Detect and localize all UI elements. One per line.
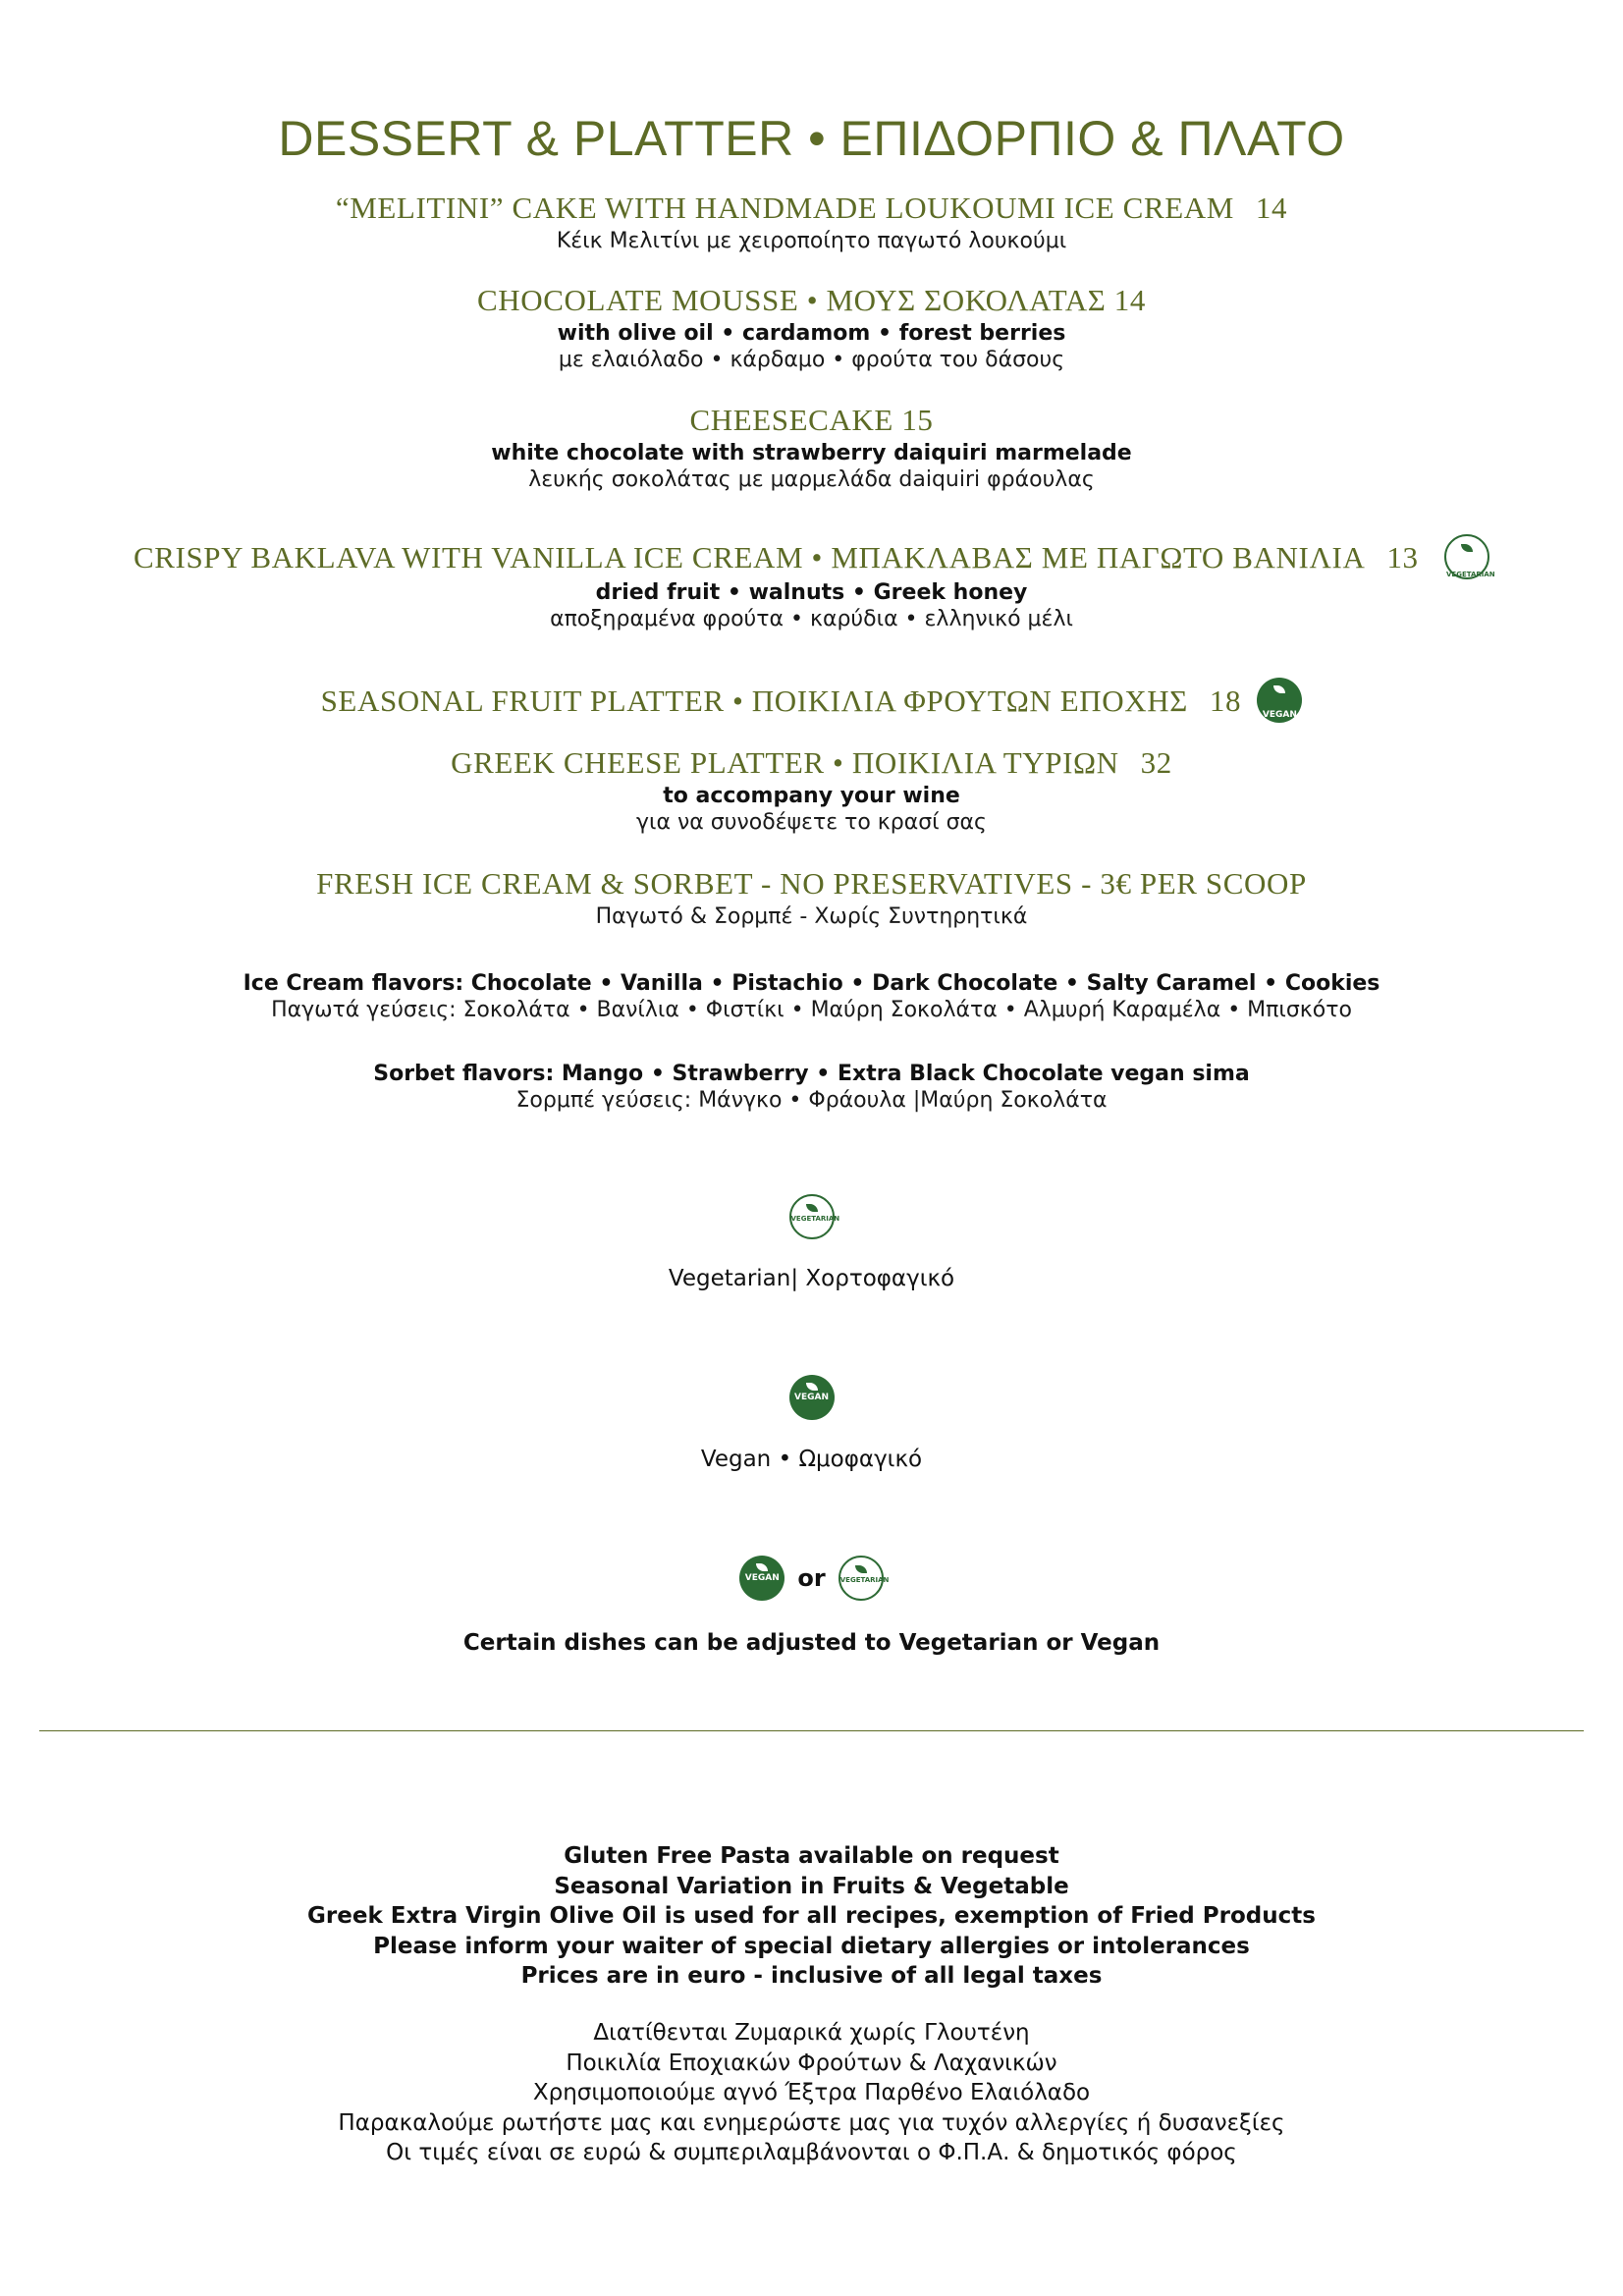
legend-vegetarian (0, 1194, 1623, 1239)
item-name-row (0, 281, 1623, 320)
item-description-gr: λευκής σοκολάτας με μαρμελάδα daiquiri φράουλας (528, 467, 1095, 492)
badge-label: VEGAN (794, 1393, 829, 1402)
menu-item-crispy-baklava (0, 538, 1623, 632)
item-name-row (0, 538, 1623, 579)
item-name-row (0, 401, 1623, 440)
badge-label: VEGAN (744, 1573, 780, 1583)
item-name-row (0, 743, 1623, 783)
menu-item-seasonal-fruit-platter (0, 682, 1623, 723)
note-line: Οι τιμές είναι σε ευρώ & συμπεριλαμβάνονται ο Φ.Π.Α. & δημοτικός φόρος (386, 2140, 1237, 2165)
menu-item-greek-cheese-platter (0, 743, 1623, 836)
notes-gr (0, 2018, 1623, 2168)
legend-vegetarian-label: Vegetarian| Χορτοφαγικό (668, 1266, 955, 1291)
item-price: 15 (901, 403, 934, 437)
menu-item-melitini-cake (0, 189, 1623, 254)
vegan-badge-icon (1257, 678, 1302, 723)
leaf-icon (806, 1204, 818, 1212)
item-description-gr: για να συνοδέψετε το κρασί σας (636, 810, 987, 835)
badge-label: VEGETARIAN (839, 1576, 890, 1584)
item-description-en: with olive oil • cardamom • forest berries (557, 321, 1066, 346)
leaf-icon (806, 1383, 818, 1391)
item-price: 14 (1113, 283, 1146, 317)
item-name-row (0, 864, 1623, 903)
page-title: DESSERT & PLATTER • ΕΠΙΔΟΡΠΙΟ & ΠΛΑΤΟ (278, 111, 1345, 166)
item-name: SEASONAL FRUIT PLATTER • ΠΟΙΚΙΛΙΑ ΦΡΟΥΤΩΝ ΕΠΟΧΗΣ (320, 683, 1188, 718)
note-line: Παρακαλούμε ρωτήστε μας και ενημερώστε μας για τυχόν αλλεργίες ή δυσανεξίες (338, 2109, 1285, 2136)
item-name: FRESH ICE CREAM & SORBET - NO PRESERVATIVES - 3€ PER SCOOP (316, 866, 1307, 901)
ice-cream-flavors (0, 970, 1623, 1023)
item-name-row (0, 682, 1623, 723)
item-name: GREEK CHEESE PLATTER • ΠΟΙΚΙΛΙΑ ΤΥΡΙΩΝ (451, 745, 1119, 780)
item-price: 13 (1386, 540, 1419, 574)
menu-item-ice-cream-sorbet (0, 864, 1623, 930)
vegan-badge-icon (739, 1556, 784, 1601)
badge-label: VEGETARIAN (790, 1215, 840, 1223)
item-price: 18 (1209, 683, 1242, 718)
legend-vegan (0, 1375, 1623, 1420)
flavors-gr: Παγωτά γεύσεις: Σοκολάτα • Βανίλια • Φιστίκι • Μαύρη Σοκολάτα • Αλμυρή Καραμέλα • Μπισκότο (271, 998, 1352, 1022)
vegetarian-badge-icon (789, 1194, 840, 1239)
item-description-gr: αποξηραμένα φρούτα • καρύδια • ελληνικό μέλι (550, 606, 1073, 631)
or-label: or (797, 1564, 826, 1592)
item-name-row (0, 189, 1623, 228)
note-line: Gluten Free Pasta available on request (564, 1843, 1059, 1869)
leaf-icon (855, 1565, 867, 1573)
item-price: 32 (1140, 745, 1172, 780)
vegetarian-badge-icon (1444, 534, 1495, 579)
note-line: Prices are in euro - inclusive of all legal taxes (520, 1963, 1103, 1989)
flavors-en: Ice Cream flavors: Chocolate • Vanilla • Pistachio • Dark Chocolate • Salty Caramel • Cookies (243, 971, 1380, 996)
adjust-note: Certain dishes can be adjusted to Vegetarian or Vegan (462, 1630, 1161, 1656)
section-divider (39, 1730, 1584, 1731)
item-description-gr: Κέικ Μελιτίνι με χειροποίητο παγωτό λουκούμι (556, 229, 1067, 253)
badge-label: VEGETARIAN (1446, 570, 1495, 578)
note-line: Διατίθενται Ζυμαρικά χωρίς Γλουτένη (593, 2020, 1030, 2046)
vegetarian-badge-icon (839, 1556, 890, 1601)
menu-item-cheesecake (0, 401, 1623, 493)
flavors-gr: Σορμπέ γεύσεις: Μάνγκο • Φράουλα |Μαύρη Σοκολάτα (515, 1088, 1108, 1113)
leaf-icon (756, 1563, 768, 1571)
menu-item-chocolate-mousse (0, 281, 1623, 373)
item-description-gr: Παγωτό & Σορμπέ - Χωρίς Συντηρητικά (595, 904, 1028, 929)
leaf-icon (1461, 544, 1473, 552)
legend-vegan-label: Vegan • Ωμοφαγικό (700, 1447, 923, 1472)
item-name: “MELITINI” CAKE WITH HANDMADE LOUKOUMI ICE CREAM (335, 191, 1234, 225)
item-description-en: white chocolate with strawberry daiquiri marmelade (491, 441, 1132, 465)
badge-label: VEGAN (1262, 709, 1297, 720)
note-line: Χρησιμοποιούμε αγνό Έξτρα Παρθένο Ελαιόλαδο (532, 2080, 1091, 2105)
item-description-gr: με ελαιόλαδο • κάρδαμο • φρούτα του δάσους (558, 348, 1065, 372)
legend-adjustable (0, 1556, 1623, 1601)
leaf-icon (1273, 685, 1285, 693)
item-description-en: to accompany your wine (663, 784, 960, 808)
note-line: Please inform your waiter of special dietary allergies or intolerances (373, 1933, 1250, 1959)
item-name: CHOCOLATE MOUSSE • ΜΟΥΣ ΣΟΚΟΛΑΤΑΣ (476, 283, 1107, 317)
item-price: 14 (1255, 191, 1288, 225)
note-line: Greek Extra Virgin Olive Oil is used for all recipes, exemption of Fried Products (307, 1903, 1316, 1929)
note-line: Ποικιλία Εποχιακών Φρούτων & Λαχανικών (566, 2050, 1057, 2076)
item-name: CRISPY BAKLAVA WITH VANILLA ICE CREAM • ΜΠΑΚΛΑΒΑΣ ΜΕ ΠΑΓΩΤΟ ΒΑΝΙΛΙΑ (133, 540, 1366, 574)
sorbet-flavors (0, 1061, 1623, 1114)
vegan-badge-icon (789, 1375, 835, 1420)
flavors-en: Sorbet flavors: Mango • Strawberry • Extra Black Chocolate vegan sima (373, 1062, 1250, 1086)
item-description-en: dried fruit • walnuts • Greek honey (595, 579, 1028, 605)
notes-en (0, 1841, 1623, 1992)
item-name: CHEESECAKE (689, 403, 893, 437)
note-line: Seasonal Variation in Fruits & Vegetable (554, 1873, 1069, 1899)
